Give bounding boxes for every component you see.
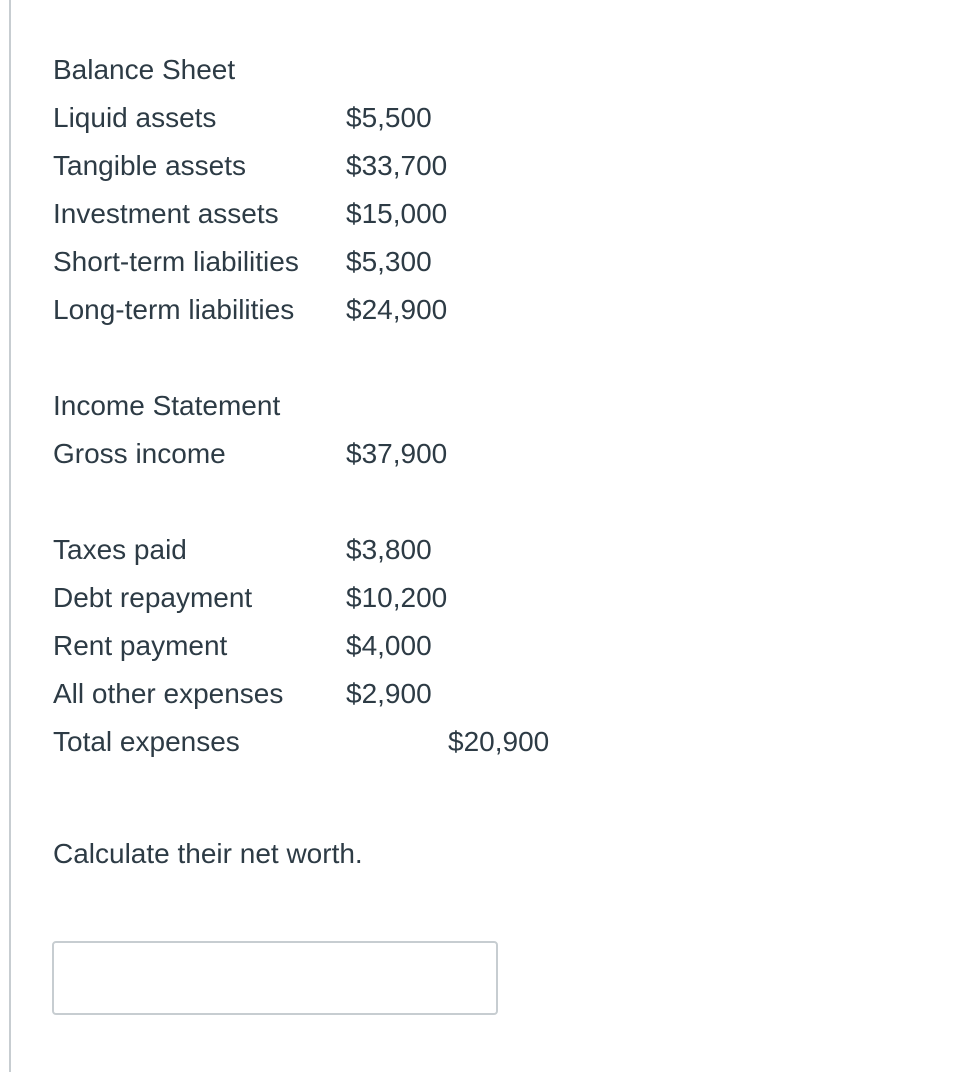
liquid-assets-value: $5,500 — [346, 102, 432, 133]
all-other-expenses-label: All other expenses — [53, 678, 284, 709]
question-left-border — [9, 0, 11, 1072]
total-expenses-value: $20,900 — [448, 726, 550, 757]
liquid-assets-label: Liquid assets — [53, 102, 217, 133]
taxes-paid-value: $3,800 — [346, 534, 432, 565]
debt-repayment-value: $10,200 — [346, 582, 448, 613]
tangible-assets-value: $33,700 — [346, 150, 448, 181]
taxes-paid-label: Taxes paid — [53, 534, 187, 565]
short-term-liabilities-value: $5,300 — [346, 246, 432, 277]
question-prompt: Calculate their net worth. — [53, 838, 363, 869]
short-term-liabilities-label: Short-term liabilities — [53, 246, 299, 277]
balance-sheet-title: Balance Sheet — [53, 54, 236, 85]
investment-assets-label: Investment assets — [53, 198, 279, 229]
long-term-liabilities-value: $24,900 — [346, 294, 448, 325]
gross-income-value: $37,900 — [346, 438, 448, 469]
tangible-assets-label: Tangible assets — [53, 150, 247, 181]
total-expenses-label: Total expenses — [53, 726, 240, 757]
long-term-liabilities-label: Long-term liabilities — [53, 294, 295, 325]
investment-assets-value: $15,000 — [346, 198, 448, 229]
rent-payment-value: $4,000 — [346, 630, 432, 661]
rent-payment-label: Rent payment — [53, 630, 228, 661]
debt-repayment-label: Debt repayment — [53, 582, 253, 613]
all-other-expenses-value: $2,900 — [346, 678, 432, 709]
net-worth-answer-input[interactable] — [52, 941, 498, 1015]
income-statement-title: Income Statement — [53, 390, 281, 421]
gross-income-label: Gross income — [53, 438, 226, 469]
